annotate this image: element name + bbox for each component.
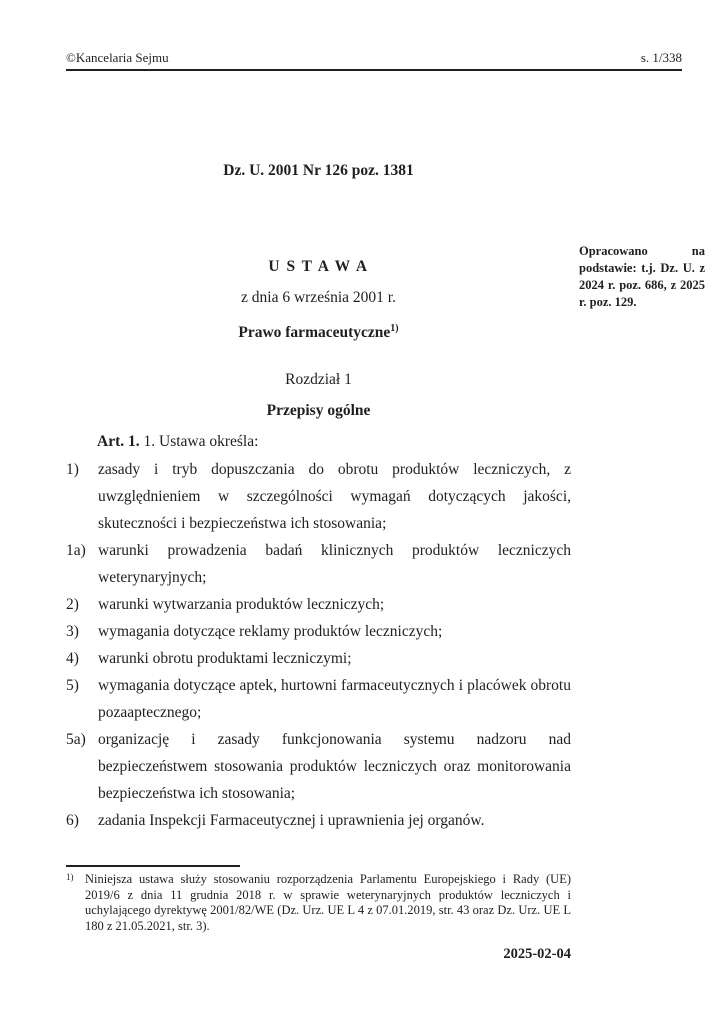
list-item-number: 5a): [66, 731, 86, 748]
article-paragraph: [66, 432, 571, 452]
list-item-number: 3): [66, 623, 79, 640]
act-title: [66, 319, 571, 342]
list-item-text: organizację i zasady funkcjonowania systemu nadzoru nad bezpieczeństwem stosowania produktów leczniczych oraz monitorowania bezpieczeństwa ich stosowania;: [98, 731, 571, 802]
copyright-notice: ©Kancelaria Sejmu: [66, 50, 169, 65]
journal-reference: Dz. U. 2001 Nr 126 poz. 1381: [223, 162, 414, 179]
footnote-ref: 1): [66, 872, 74, 882]
list-item-text: warunki wytwarzania produktów leczniczych;: [98, 596, 385, 613]
act-title-footnote-ref: 1): [390, 323, 399, 334]
article-intro: 1. Ustawa określa:: [139, 433, 259, 450]
list-item-text: warunki prowadzenia badań klinicznych produktów leczniczych weterynaryjnych;: [98, 542, 571, 586]
list-item-number: 5): [66, 677, 79, 694]
list-item: [66, 591, 571, 618]
list-item-number: 1): [66, 461, 79, 478]
list-item-text: wymagania dotyczące aptek, hurtowni farmaceutycznych i placówek obrotu pozaaptecznego;: [98, 677, 571, 721]
date-stamp: 2025-02-04: [503, 946, 571, 962]
list-item: [66, 726, 571, 807]
provision-list: [66, 456, 571, 834]
list-item-number: 4): [66, 650, 79, 667]
chapter-heading: Rozdział 1: [285, 371, 352, 388]
list-item-text: zasady i tryb dopuszczania do obrotu produktów leczniczych, z uwzględnieniem w szczególności wymagań dotyczących jakości, skuteczności i bezpieczeństwa ich stosowania;: [98, 461, 571, 532]
list-item: [66, 456, 571, 537]
page-number: s. 1/338: [640, 50, 682, 65]
act-date: z dnia 6 września 2001 r.: [241, 289, 396, 306]
act-type-heading: U S T A W A: [268, 258, 369, 275]
page-header: [66, 50, 682, 71]
list-item: [66, 645, 571, 672]
list-item: [66, 807, 571, 834]
list-item: [66, 537, 571, 591]
margin-note: Opracowano na podstawie: t.j. Dz. U. z 2024 r. poz. 686, z 2025 r. poz. 129.: [579, 244, 705, 309]
list-item-text: wymagania dotyczące reklamy produktów leczniczych;: [98, 623, 443, 640]
list-item-text: warunki obrotu produktami leczniczymi;: [98, 650, 352, 667]
list-item-number: 6): [66, 812, 79, 829]
list-item: [66, 618, 571, 645]
list-item-number: 1a): [66, 542, 86, 559]
footnote: [66, 872, 571, 934]
footnote-text: Niniejsza ustawa służy stosowaniu rozporządzenia Parlamentu Europejskiego i Rady (UE) 2019/6 z dnia 11 grudnia 2018 r. w sprawie weterynaryjnych produktów leczniczych i uchylającego dyrektywę 2001/82/WE (Dz. Urz. UE L 4 z 07.01.2019, str. 43 oraz Dz. Urz. UE L 180 z 21.05.2021, str. 3).: [85, 872, 571, 933]
act-title-text: Prawo farmaceutyczne: [238, 324, 391, 342]
article-number: Art. 1.: [97, 433, 140, 450]
list-item-number: 2): [66, 596, 79, 613]
list-item-text: zadania Inspekcji Farmaceutycznej i uprawnienia jej organów.: [98, 812, 485, 829]
footnote-separator: [66, 865, 240, 867]
list-item: [66, 672, 571, 726]
chapter-title: Przepisy ogólne: [266, 402, 371, 419]
